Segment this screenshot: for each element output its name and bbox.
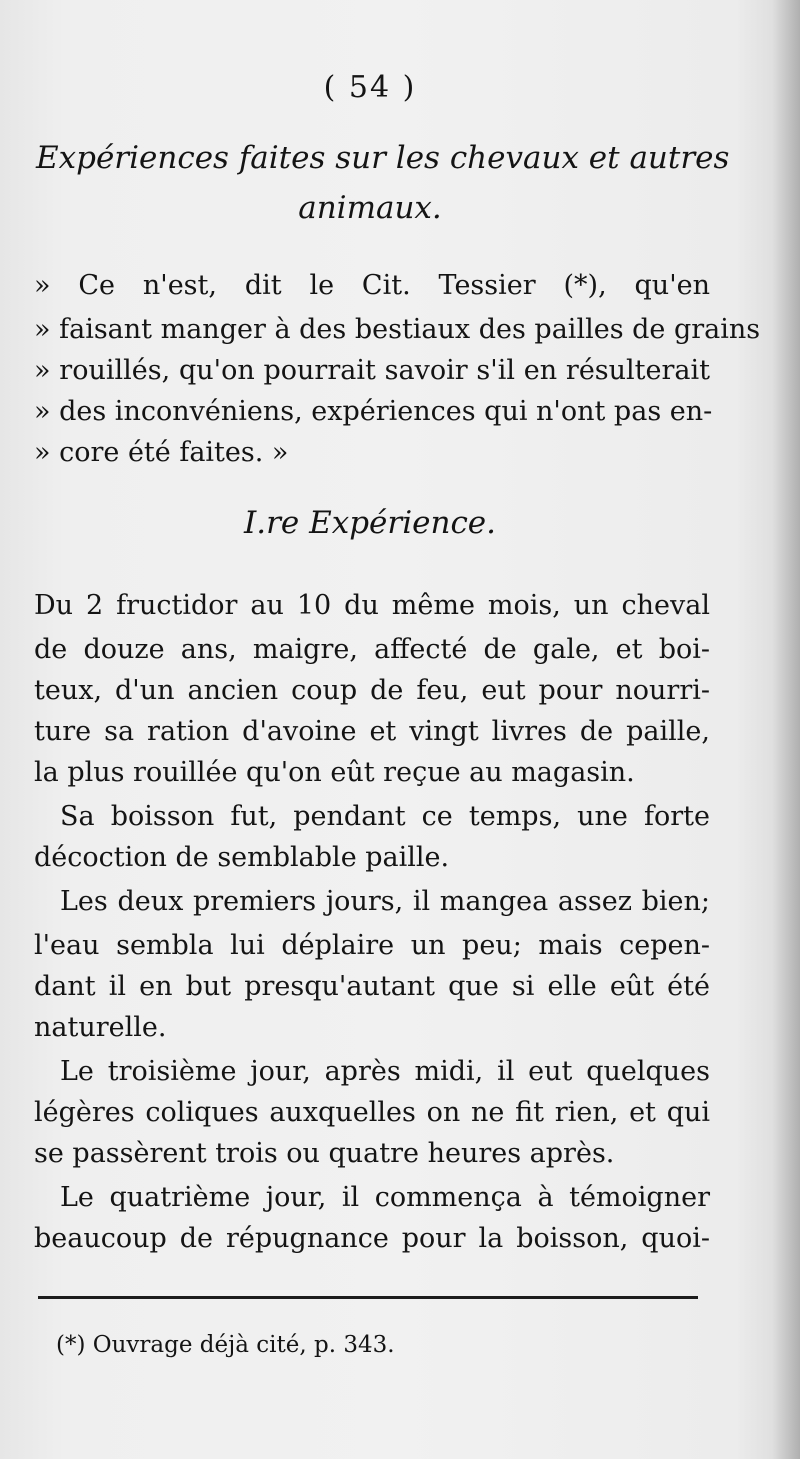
quote-line: » core été faites. » — [34, 437, 289, 468]
body-line: la plus rouillée qu'on eût reçue au magasin. — [34, 757, 635, 788]
body-line: teux, d'un ancien coup de feu, eut pour nourri- — [34, 675, 710, 706]
quote-line: » rouillés, qu'on pourrait savoir s'il en résulterait — [34, 355, 710, 386]
body-line: dant il en but presqu'autant que si elle eût été — [34, 971, 710, 1002]
body-line: légères coliques auxquelles on ne fit rien, et qui — [34, 1097, 710, 1128]
body-line: de douze ans, maigre, affecté de gale, et boi- — [34, 634, 710, 665]
body-line: beaucoup de répugnance pour la boisson, quoi- — [34, 1223, 710, 1254]
body-line: se passèrent trois ou quatre heures après. — [34, 1138, 615, 1169]
footnote-rule — [38, 1296, 698, 1299]
body-line: Le quatrième jour, il commença à témoigner — [60, 1182, 710, 1213]
body-line: Du 2 fructidor au 10 du même mois, un cheval — [34, 590, 710, 621]
quote-line: » des inconvéniens, expériences qui n'ont pas en- — [34, 396, 713, 427]
body-line: naturelle. — [34, 1012, 167, 1043]
experiment-heading: I.re Expérience. — [243, 505, 497, 541]
section-title-line-2: animaux. — [298, 190, 442, 226]
body-line: Sa boisson fut, pendant ce temps, une forte — [60, 801, 710, 832]
page-edge-shadow — [772, 0, 800, 1459]
body-line: ture sa ration d'avoine et vingt livres de paille, — [34, 716, 710, 747]
body-line: l'eau sembla lui déplaire un peu; mais cepen- — [34, 930, 710, 961]
body-line: décoction de semblable paille. — [34, 842, 450, 873]
page-number: ( 54 ) — [323, 70, 417, 105]
body-line: Les deux premiers jours, il mangea assez bien; — [60, 886, 710, 917]
footnote: (*) Ouvrage déjà cité, p. 343. — [56, 1332, 395, 1358]
quote-line: » faisant manger à des bestiaux des pailles de grains — [34, 314, 761, 345]
body-line: Le troisième jour, après midi, il eut quelques — [60, 1056, 710, 1087]
section-title-line-1: Expériences faites sur les chevaux et autres — [36, 140, 730, 176]
quote-line: » Ce n'est, dit le Cit. Tessier (*), qu'en — [34, 270, 710, 301]
